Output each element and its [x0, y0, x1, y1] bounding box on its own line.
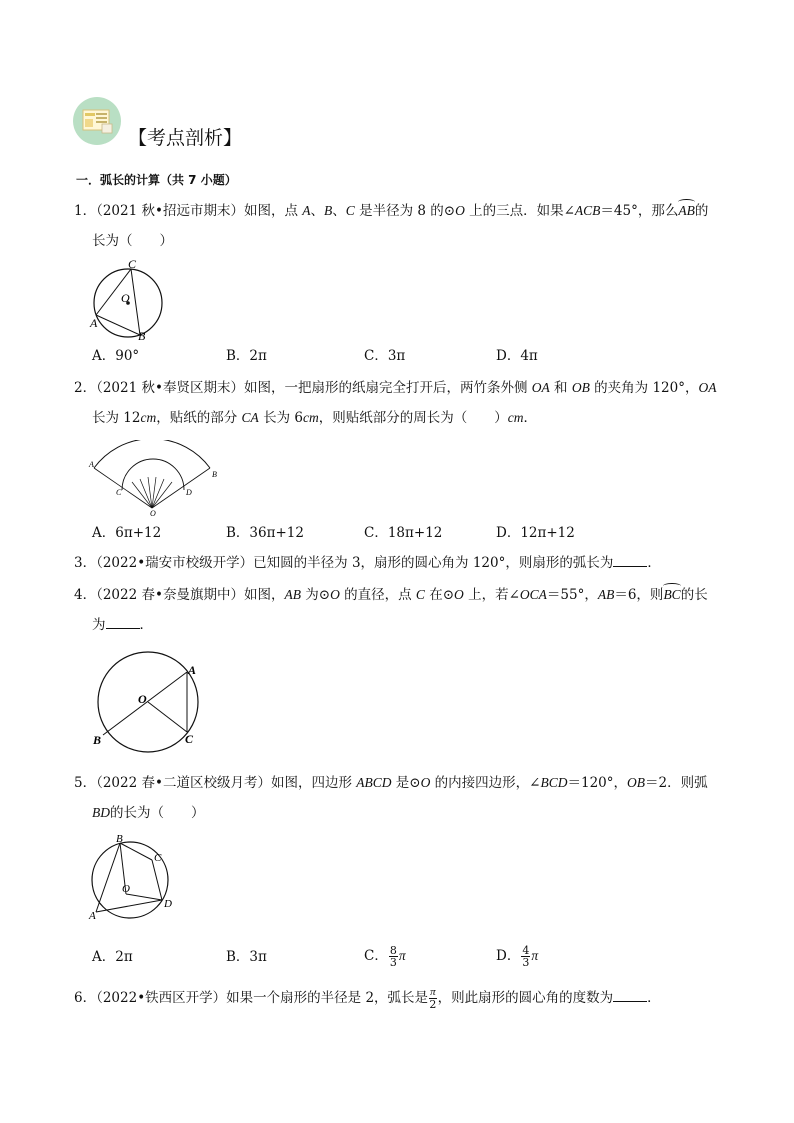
q2-label-b: B [212, 470, 217, 479]
q5-label-b: B [116, 834, 123, 845]
q2-fan-figure [88, 440, 222, 516]
q2-line2: 长为 12cm，贴纸的部分 CA 长为 6cm，则贴纸部分的周长为（ ）cm． [92, 410, 537, 426]
q5-label-d: D [164, 898, 172, 910]
q1-label-o: O [121, 291, 130, 305]
q5-line2: BD的长为（ ） [92, 805, 205, 821]
q2-option-b[interactable]: B．36π+12 [226, 525, 304, 541]
q2-label-c: C [116, 488, 122, 497]
q5-label-o: O [122, 883, 130, 895]
q2-label-d: D [186, 488, 192, 497]
q4-circle-figure [88, 650, 208, 756]
q2-option-d[interactable]: D．12π+12 [496, 525, 575, 541]
q2-label-a: A [89, 460, 94, 469]
q1-option-b[interactable]: B．2π [226, 348, 267, 364]
q4-line1: 4．（2022 春•奈曼旗期中）如图，AB 为⊙O 的直径，点 C 在⊙O 上，若∠OCA＝55°，AB＝6，则BC的长 [74, 587, 708, 603]
q1-line2: 长为（ ） [92, 233, 173, 249]
q4-label-b: B [93, 733, 102, 747]
arc-bc: BC [663, 585, 680, 605]
q4-label-a: A [188, 663, 197, 677]
q1-option-a[interactable]: A．90° [92, 348, 140, 364]
q1-option-c[interactable]: C．3π [364, 348, 406, 364]
q6-answer-blank[interactable] [613, 989, 647, 1002]
q6-line1: 6．（2022•铁西区开学）如果一个扇形的半径是 2，弧长是 $\frac{\pi}{2}$ ，则此扇形的圆心角的度数为 ． [74, 986, 661, 1011]
q4-label-o: O [138, 692, 147, 706]
q5-label-c: C [154, 852, 162, 864]
q4-label-c: C [185, 732, 194, 746]
q5-label-a: A [89, 910, 96, 922]
q1-label-b: B [138, 329, 146, 343]
q3-line1: 3．（2022•瑞安市校级开学）已知圆的半径为 3，扇形的圆心角为 120°，则扇形的弧长为 ． [74, 555, 661, 571]
page-title: 【考点剖析】 [128, 127, 243, 149]
q2-label-o: O [150, 509, 156, 516]
q5-option-c[interactable]: C． $\frac{8}{3}$ π [364, 944, 406, 969]
q1-option-d[interactable]: D．4π [496, 348, 538, 364]
section-title: 一．弧长的计算（共 7 小题） [76, 173, 237, 187]
document-icon [72, 96, 122, 146]
q5-option-b[interactable]: B．3π [226, 949, 267, 965]
q1-line1: 1．（2021 秋•招远市期末）如图，点 A、B、C 是半径为 8 的⊙O 上的三点．如果∠ACB＝45°，那么AB的 [74, 203, 709, 219]
q5-line1: 5．（2022 春•二道区校级月考）如图，四边形 ABCD 是⊙O 的内接四边形，∠BCD＝120°，OB＝2．则弧 [74, 775, 708, 791]
q5-option-d[interactable]: D． $\frac{4}{3}$ π [496, 944, 539, 969]
q2-option-a[interactable]: A．6π+12 [92, 525, 162, 541]
q4-answer-blank[interactable] [106, 616, 140, 629]
q2-option-c[interactable]: C．18π+12 [364, 525, 443, 541]
q1-label-a: A [90, 316, 98, 330]
q5-option-a[interactable]: A．2π [92, 949, 133, 965]
q2-line1: 2．（2021 秋•奉贤区期末）如图，一把扇形的纸扇完全打开后，两竹条外侧 OA 和 OB 的夹角为 120°，OA [74, 380, 717, 396]
arc-ab: AB [678, 201, 695, 221]
q5-circle-figure [86, 834, 180, 924]
q1-label-c: C [128, 257, 137, 271]
q1-circle-figure [86, 255, 166, 343]
q4-line2: 为 ． [92, 617, 153, 633]
q3-answer-blank[interactable] [613, 554, 647, 567]
